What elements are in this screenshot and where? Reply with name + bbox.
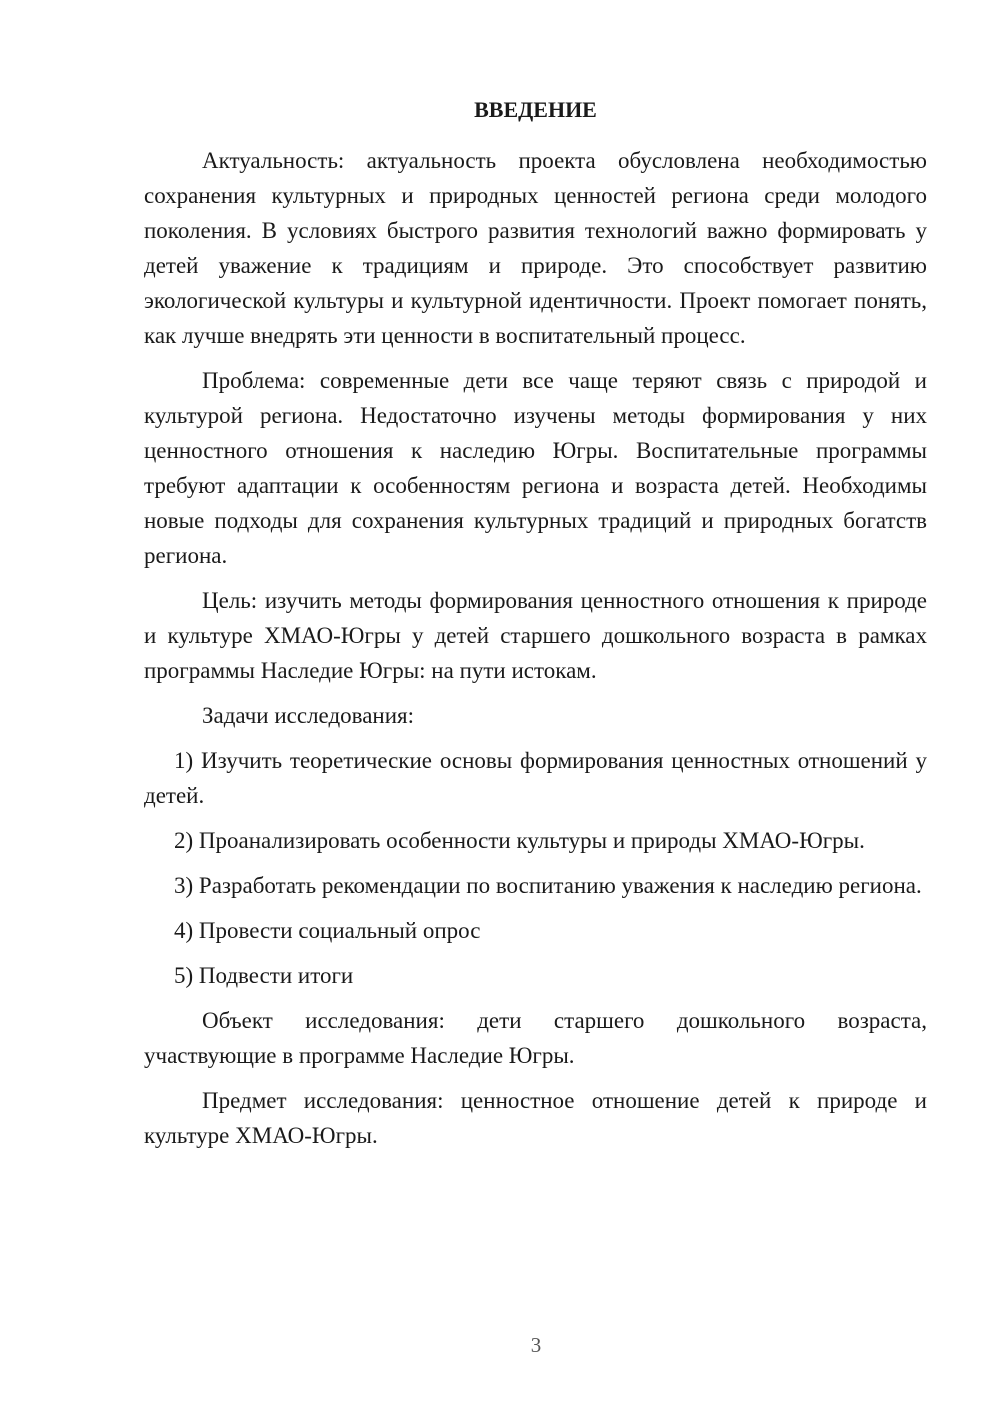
paragraph-object: Объект исследования: дети старшего дошкольного возраста, участвующие в программе Наследие Югры. — [144, 1008, 927, 1068]
document-title: ВВЕДЕНИЕ — [474, 97, 597, 122]
page-number: 3 — [530, 1333, 542, 1357]
paragraph-subject: Предмет исследования: ценностное отношение детей к природе и культуре ХМАО-Югры. — [144, 1088, 927, 1148]
paragraph-problem: Проблема: современные дети все чаще теряют связь с природой и культурой региона. Недостаточно изучены методы формирования у них ценностного отношения к наследию Югры. Воспитательные программы требуют адаптации к особенностям региона и возраста детей. Необходимы новые подходы для сохранения культурных традиций и природных богатств региона. — [144, 368, 927, 568]
tasks-list — [144, 743, 927, 993]
list-item: 1) Изучить теоретические основы формирования ценностных отношений у детей. — [144, 748, 927, 808]
list-item: 3) Разработать рекомендации по воспитанию уважения к наследию региона. — [174, 873, 922, 898]
list-item: 2) Проанализировать особенности культуры и природы ХМАО-Югры. — [174, 828, 865, 853]
paragraph-goal: Цель: изучить методы формирования ценностного отношения к природе и культуре ХМАО-Югры у детей старшего дошкольного возраста в рамках программы Наследие Югры: на пути истокам. — [144, 588, 927, 683]
paragraph-relevance: Актуальность: актуальность проекта обусловлена необходимостью сохранения культурных и природных ценностей региона среди молодого поколения. В условиях быстрого развития технологий важно формировать у детей уважение к традициям и природе. Это способствует развитию экологической культуры и культурной идентичности. Проект помогает понять, как лучше внедрять эти ценности в воспитательный процесс. — [144, 148, 927, 348]
document-page — [144, 92, 927, 1163]
list-item: 5) Подвести итоги — [174, 963, 354, 988]
tasks-heading: Задачи исследования: — [202, 703, 415, 728]
list-item: 4) Провести социальный опрос — [174, 918, 481, 943]
